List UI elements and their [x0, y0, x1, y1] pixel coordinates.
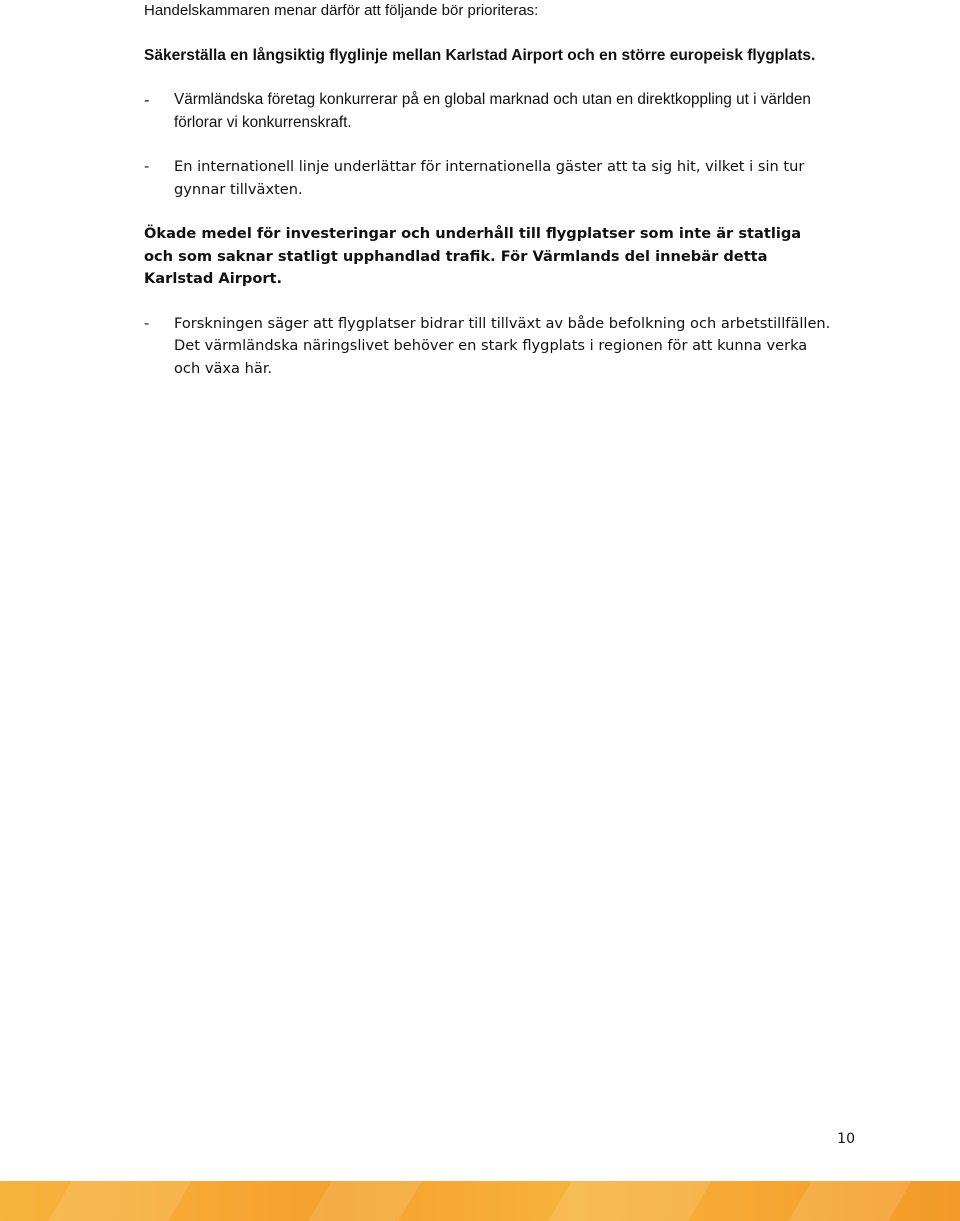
intro-text-span: Handelskammaren menar därför att följande bör prioriteras:	[144, 2, 539, 19]
footer-stripe	[788, 1181, 911, 1221]
bullet-item	[144, 313, 834, 381]
bullet-dash: -	[144, 158, 150, 175]
page-number: 10	[837, 1131, 855, 1147]
bullet-item	[144, 156, 834, 201]
priority-2-bullet-list	[144, 313, 834, 381]
priority-heading-2: Ökade medel för investeringar och underhåll till flygplatser som inte är statliga och som saknar statligt upphandlad trafik. För Värmlands del innebär detta Karlstad Airport.	[144, 225, 802, 287]
priority-heading-1: Säkerställa en långsiktig flyglinje mellan Karlstad Airport och en större europeisk flygplats.	[144, 46, 816, 64]
bullet-dash: -	[144, 314, 150, 332]
bullet-text: Forskningen säger att flygplatser bidrar till tillväxt av både befolkning och arbetstillfällen. Det värmländska näringslivet behöver en stark flygplats i regionen för att kunna verka och växa här.	[174, 314, 831, 377]
footer-stripe	[548, 1181, 711, 1221]
bullet-text: En internationell linje underlättar för internationella gäster att ta sig hit, vilket i sin tur gynnar tillväxten.	[174, 158, 805, 198]
footer-stripe	[308, 1181, 421, 1221]
bullet-item	[144, 89, 834, 134]
priority-1-bullet-list	[144, 89, 834, 201]
footer-stripe	[48, 1181, 191, 1221]
document-body	[144, 0, 834, 380]
bullet-text: Värmländska företag konkurrerar på en global marknad och utan en direktkoppling ut i världen förlorar vi konkurrenskraft.	[174, 91, 811, 131]
intro-text	[144, 0, 834, 23]
bullet-dash: -	[144, 91, 150, 109]
footer-decorative-bar	[0, 1181, 960, 1221]
